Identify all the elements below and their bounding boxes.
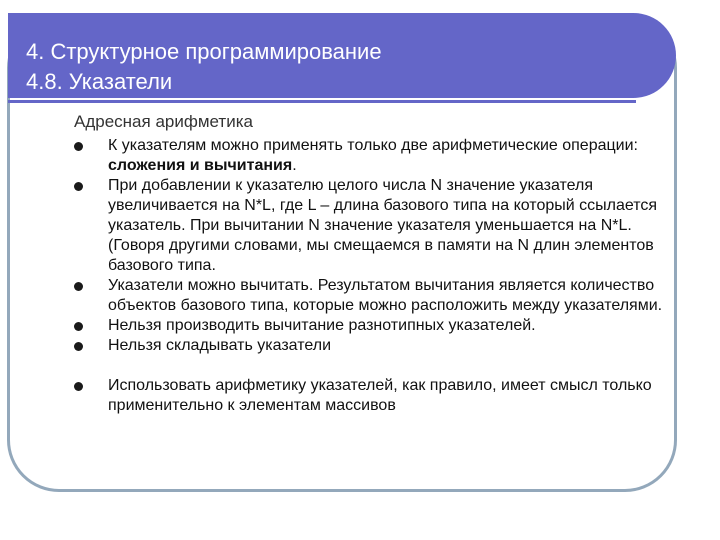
bullet-icon	[74, 342, 83, 351]
bullet-text: Нельзя производить вычитание разнотипных указателей.	[108, 317, 536, 334]
bullet-text: Нельзя складывать указатели	[108, 337, 332, 354]
bullet-item	[74, 276, 663, 316]
bullet-text: Использовать арифметику указателей, как правило, имеет смысл только применительно к элементам массивов	[108, 377, 652, 414]
bullet-list	[74, 136, 674, 416]
bullet-text: При добавлении к указателю целого числа N значение указателя увеличивается на N*L, где L – длина базового типа на который ссылается указатель. При вычитании N значение указателя уменьшается на N*L. (Говоря другими словами, мы смещаемся в памяти на N длин элементов базового типа.	[108, 177, 658, 274]
title-line-2: 4.8. Указатели	[26, 69, 173, 94]
section-heading: Адресная арифметика	[74, 112, 253, 131]
bullet-icon	[74, 322, 83, 331]
bullet-icon	[74, 142, 83, 151]
bullet-item	[74, 316, 663, 336]
title-underline	[8, 100, 636, 103]
bullet-item	[74, 336, 663, 356]
bullet-item	[74, 176, 663, 276]
bullet-text: К указателям можно применять только две арифметические операции:	[108, 137, 638, 154]
bullet-text-end: .	[292, 157, 297, 174]
slide-content	[74, 112, 674, 416]
bullet-icon	[74, 182, 83, 191]
bullet-icon	[74, 282, 83, 291]
bullet-bold-text: сложения и вычитания	[108, 157, 293, 174]
title-band	[8, 13, 676, 98]
bullet-item	[74, 136, 663, 176]
bullet-text: Указатели можно вычитать. Результатом вычитания является количество объектов базового типа, которые можно расположить между указателями.	[108, 277, 663, 314]
bullet-icon	[74, 382, 83, 391]
title-line-1: 4. Структурное программирование	[26, 39, 382, 64]
bullet-item	[74, 376, 663, 416]
